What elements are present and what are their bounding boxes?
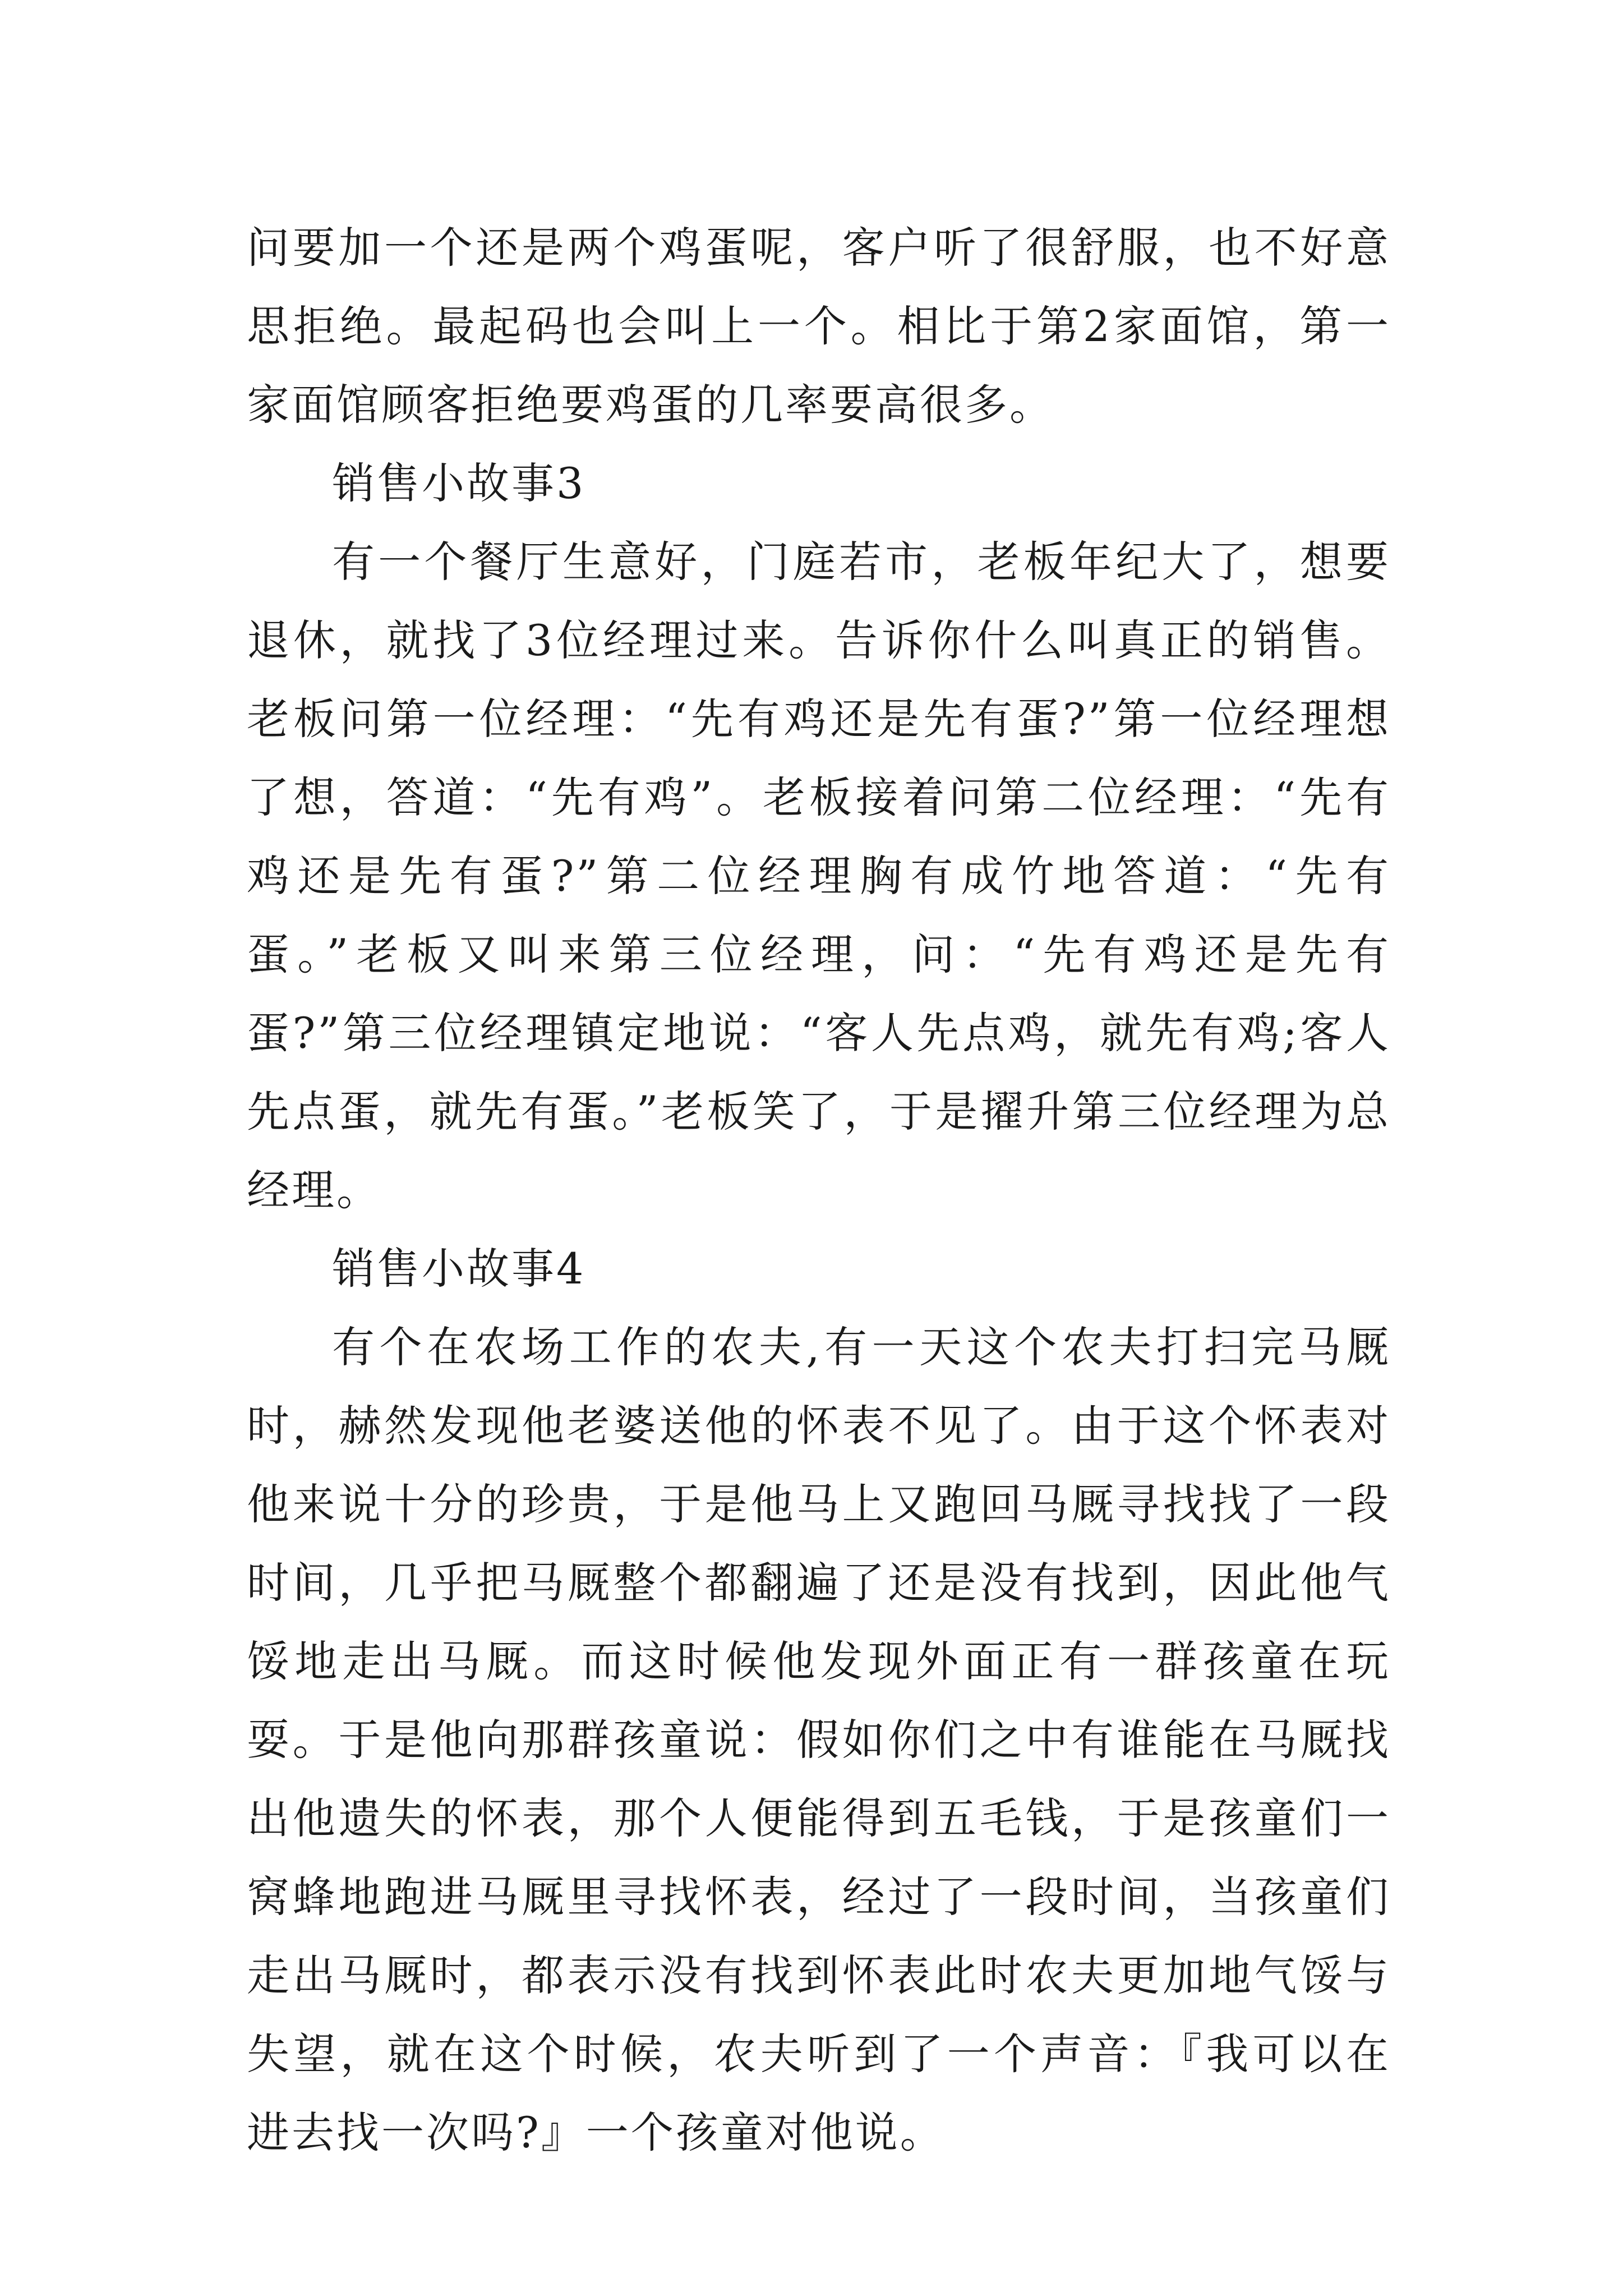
- section-3-paragraph: 有一个餐厅生意好，门庭若市，老板年纪大了，想要退休，就找了3位经理过来。告诉你什么叫真正的销售。老板问第一位经理：“先有鸡还是先有蛋?”第一位经理想了想，答道：“先有鸡”。老板接着问第二位经理：“先有鸡还是先有蛋?”第二位经理胸有成竹地答道：“先有蛋。”老板又叫来第三位经理，问：“先有鸡还是先有蛋?”第三位经理镇定地说：“客人先点鸡，就先有鸡;客人先点蛋，就先有蛋。”老板笑了，于是擢升第三位经理为总经理。: [247, 537, 1391, 1215]
- section-4-paragraph: 有个在农场工作的农夫,有一天这个农夫打扫完马厩时，赫然发现他老婆送他的怀表不见了。由于这个怀表对他来说十分的珍贵，于是他马上又跑回马厩寻找找了一段时间，几乎把马厩整个都翻遍了还是没有找到，因此他气馁地走出马厩。而这时候他发现外面正有一群孩童在玩耍。于是他向那群孩童说：假如你们之中有谁能在马厩找出他遗失的怀表，那个人便能得到五毛钱，于是孩童们一窝蜂地跑进马厩里寻找怀表，经过了一段时间，当孩童们走出马厩时，都表示没有找到怀表此时农夫更加地气馁与失望，就在这个时候，农夫听到了一个声音：『我可以在进去找一次吗?』一个孩童对他说。: [247, 1322, 1391, 2157]
- section-4-title: 销售小故事4: [332, 1244, 586, 1294]
- continuation-paragraph: 问要加一个还是两个鸡蛋呢，客户听了很舒服，也不好意思拒绝。最起码也会叫上一个。相比于第2家面馆，第一家面馆顾客拒绝要鸡蛋的几率要高很多。: [247, 223, 1391, 430]
- section-3-title: 销售小故事3: [332, 458, 586, 508]
- document-body: [247, 209, 1391, 2172]
